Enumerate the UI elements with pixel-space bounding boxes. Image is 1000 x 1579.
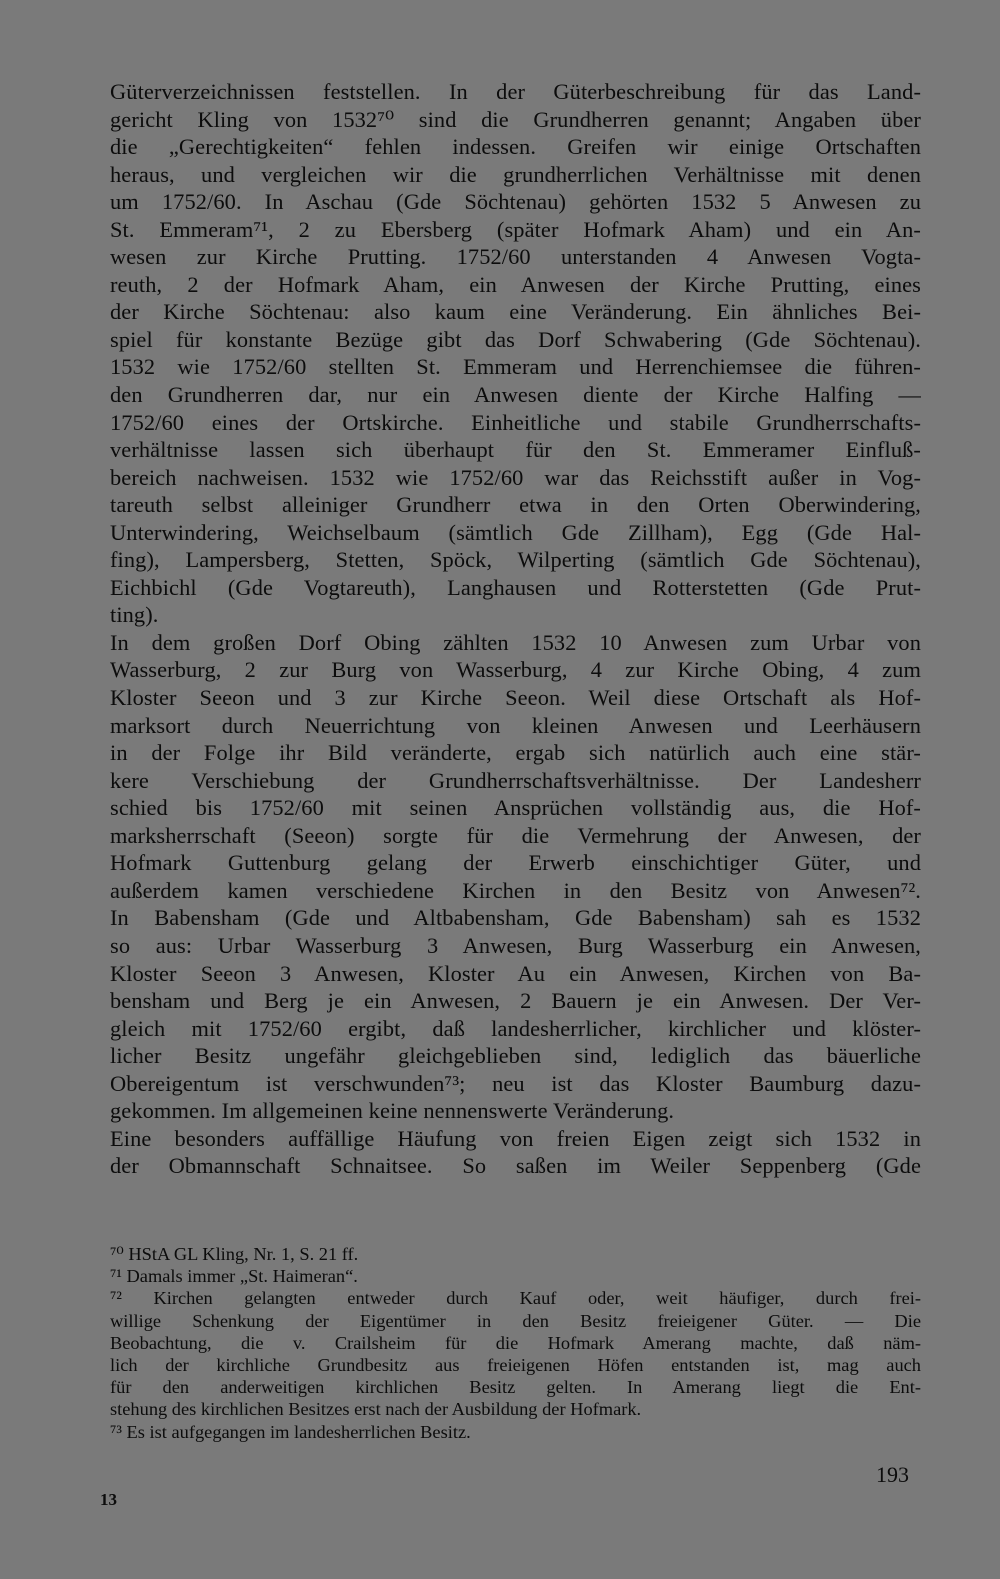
body-line: gericht Kling von 1532⁷⁰ sind die Grundherren genannt; Angaben über <box>110 106 921 132</box>
body-line: 1532 wie 1752/60 stellten St. Emmeram und Herrenchiemsee die führen- <box>110 354 921 380</box>
footnote-line: stehung des kirchlichen Besitzes erst nach der Ausbildung der Hofmark. <box>110 1399 642 1420</box>
body-line: der Kirche Söchtenau: also kaum eine Veränderung. Ein ähnliches Bei- <box>110 299 921 325</box>
body-line: Kloster Seeon und 3 zur Kirche Seeon. Weil diese Ortschaft als Hof- <box>110 685 921 711</box>
body-line: Eichbichl (Gde Vogtareuth), Langhausen und Rotterstetten (Gde Prut- <box>110 574 921 600</box>
body-line: Wasserburg, 2 zur Burg von Wasserburg, 4 zur Kirche Obing, 4 zum <box>110 657 921 683</box>
body-line: bereich nachweisen. 1532 wie 1752/60 war das Reichsstift außer in Vog- <box>110 464 921 490</box>
body-line: schied bis 1752/60 mit seinen Ansprüchen vollständig aus, die Hof- <box>110 795 921 821</box>
footnote-line: willige Schenkung der Eigentümer in den Besitz freieigener Güter. — Die <box>110 1310 921 1331</box>
body-line: heraus, und vergleichen wir die grundherrlichen Verhältnisse mit denen <box>110 161 921 187</box>
body-line: St. Emmeram⁷¹, 2 zu Ebersberg (später Hofmark Aham) und ein An- <box>110 216 921 242</box>
footnote-line: lich der kirchliche Grundbesitz aus freieigenen Höfen entstanden ist, mag auch <box>110 1354 921 1375</box>
page-number: 193 <box>876 1462 909 1487</box>
body-line: der Obmannschaft Schnaitsee. So saßen im Weiler Seppenberg (Gde <box>110 1153 921 1179</box>
body-line: ting). <box>110 602 159 628</box>
body-line: so aus: Urbar Wasserburg 3 Anwesen, Burg Wasserburg ein Anwesen, <box>110 932 921 958</box>
body-line: licher Besitz ungefähr gleichgeblieben sind, lediglich das bäuerliche <box>110 1043 921 1069</box>
body-line: reuth, 2 der Hofmark Aham, ein Anwesen der Kirche Prutting, eines <box>110 271 921 297</box>
body-line: Eine besonders auffällige Häufung von freien Eigen zeigt sich 1532 in <box>110 1125 921 1151</box>
body-line: kere Verschiebung der Grundherrschaftsverhältnisse. Der Landesherr <box>110 767 921 793</box>
footnotes <box>110 1243 921 1443</box>
body-line: verhältnisse lassen sich überhaupt für den St. Emmeramer Einfluß- <box>110 437 921 463</box>
body-line: außerdem kamen verschiedene Kirchen in den Besitz von Anwesen⁷². <box>110 877 921 903</box>
body-line: spiel für konstante Bezüge gibt das Dorf Schwabering (Gde Söchtenau). <box>110 326 921 352</box>
body-line: bensham und Berg je ein Anwesen, 2 Bauern je ein Anwesen. Der Ver- <box>110 988 921 1014</box>
body-line: in der Folge ihr Bild veränderte, ergab sich natürlich auch eine stär- <box>110 740 921 766</box>
footnote-line: ⁷⁰ HStA GL Kling, Nr. 1, S. 21 ff. <box>110 1244 359 1264</box>
footnote-line: ⁷³ Es ist aufgegangen im landesherrlichen Besitz. <box>110 1421 471 1442</box>
body-line: 1752/60 eines der Ortskirche. Einheitliche und stabile Grundherrschafts- <box>110 409 921 435</box>
body-line: Güterverzeichnissen feststellen. In der Güterbeschreibung für das Land- <box>110 79 921 104</box>
body-line: fing), Lampersberg, Stetten, Spöck, Wilperting (sämtlich Gde Söchtenau), <box>110 547 921 573</box>
footnote-line: Beobachtung, die v. Crailsheim für die Hofmark Amerang machte, daß näm- <box>110 1332 921 1353</box>
body-line: In dem großen Dorf Obing zählten 1532 10 Anwesen zum Urbar von <box>110 629 921 655</box>
body-line: um 1752/60. In Aschau (Gde Söchtenau) gehörten 1532 5 Anwesen zu <box>110 189 921 215</box>
signature-mark: 13 <box>100 1490 117 1509</box>
footnote-line: ⁷¹ Damals immer „St. Haimeran“. <box>110 1266 358 1287</box>
footnote-line: ⁷² Kirchen gelangten entweder durch Kauf oder, weit häufiger, durch frei- <box>110 1288 921 1309</box>
footnote-line: für den anderweitigen kirchlichen Besitz gelten. In Amerang liegt die Ent- <box>110 1377 921 1398</box>
body-text <box>110 78 921 1180</box>
body-line: gekommen. Im allgemeinen keine nennenswerte Veränderung. <box>110 1098 675 1124</box>
body-line: Obereigentum ist verschwunden⁷³; neu ist das Kloster Baumburg dazu- <box>110 1070 921 1096</box>
body-line: Kloster Seeon 3 Anwesen, Kloster Au ein Anwesen, Kirchen von Ba- <box>110 960 921 986</box>
body-line: tareuth selbst alleiniger Grundherr etwa in den Orten Oberwindering, <box>110 492 921 518</box>
body-line: In Babensham (Gde und Altbabensham, Gde Babensham) sah es 1532 <box>110 905 921 931</box>
body-line: marksort durch Neuerrichtung von kleinen Anwesen und Leerhäusern <box>110 712 921 738</box>
body-line: wesen zur Kirche Prutting. 1752/60 unterstanden 4 Anwesen Vogta- <box>110 244 921 270</box>
body-line: Unterwindering, Weichselbaum (sämtlich Gde Zillham), Egg (Gde Hal- <box>110 519 921 545</box>
body-line: den Grundherren dar, nur ein Anwesen diente der Kirche Halfing — <box>110 382 921 408</box>
body-line: gleich mit 1752/60 ergibt, daß landesherrlicher, kirchlicher und klöster- <box>110 1015 921 1041</box>
body-line: die „Gerechtigkeiten“ fehlen indessen. Greifen wir einige Ortschaften <box>110 134 921 160</box>
body-line: marksherrschaft (Seeon) sorgte für die Vermehrung der Anwesen, der <box>110 822 921 848</box>
body-line: Hofmark Guttenburg gelang der Erwerb einschichtiger Güter, und <box>110 850 921 876</box>
